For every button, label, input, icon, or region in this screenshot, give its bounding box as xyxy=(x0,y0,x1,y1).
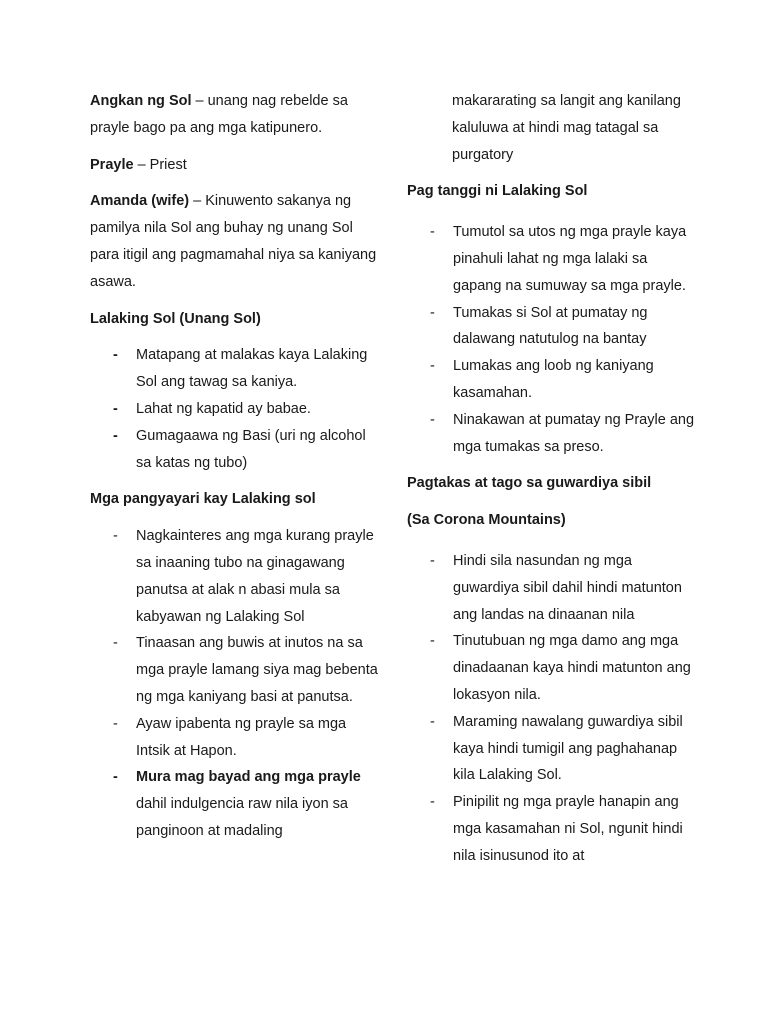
right-column xyxy=(407,88,697,880)
heading-lalaking-sol: Lalaking Sol (Unang Sol) xyxy=(90,310,261,327)
continued-text: makararating sa langit ang kanilang kaluluwa at hindi mag tatagal sa purgatory xyxy=(452,93,681,163)
list-lalaking-sol xyxy=(90,342,382,476)
list-item-text: Lahat ng kapatid ay babae. xyxy=(136,400,311,417)
list-item xyxy=(90,342,382,396)
list-item-text: Hindi sila nasundan ng mga guwardiya sibil dahil hindi matunton ang landas na dinaanan nila xyxy=(453,552,682,623)
bullet-dash: - xyxy=(113,528,118,545)
list-item-text: Tumutol sa utos ng mga prayle kaya pinahuli lahat ng mga lalaki sa gapang na sumuway sa mga prayle. xyxy=(453,224,687,294)
list-item xyxy=(90,523,382,630)
list-item xyxy=(407,300,697,354)
list-item xyxy=(407,709,697,789)
list-item-text: Pinipilit ng mga prayle hanapin ang mga kasamahan ni Sol, ngunit hindi nila isinusunod ito at xyxy=(453,794,683,864)
list-item-bold-text: Mura mag bayad ang mga prayle xyxy=(136,769,361,786)
bullet-dash: - xyxy=(430,633,435,650)
bullet-dash: - xyxy=(430,224,435,241)
list-item-text: Tinutubuan ng mga damo ang mga dinadaanan kaya hindi matunton ang lokasyon nila. xyxy=(453,633,691,703)
heading-pag-tanggi: Pag tanggi ni Lalaking Sol xyxy=(407,183,588,200)
definition-amanda-text: – Kinuwento sakanya ng pamilya nila Sol ang buhay ng unang Sol para itigil ang pagmamahal niya sa kaniyang asawa. xyxy=(90,193,377,290)
list-item xyxy=(90,423,382,477)
list-item-text: Matapang at malakas kaya Lalaking Sol ang tawag sa kaniya. xyxy=(136,347,368,391)
bullet-dash: - xyxy=(430,794,435,811)
bullet-dash: - xyxy=(113,635,118,652)
list-item xyxy=(90,764,382,844)
list-mga-pangyayari xyxy=(90,523,382,845)
term-amanda: Amanda (wife) xyxy=(90,193,190,210)
list-pag-tanggi xyxy=(407,219,697,460)
list-item-text: Tumakas si Sol at pumatay ng dalawang natutulog na bantay xyxy=(453,304,648,348)
definition-prayle xyxy=(90,152,382,179)
bullet-dash: - xyxy=(113,427,118,444)
bullet-dash: - xyxy=(430,411,435,428)
list-item xyxy=(407,548,697,628)
list-item-text: Tinaasan ang buwis at inutos na sa mga prayle lamang siya mag bebenta ng mga kaniyang basi at panutsa. xyxy=(136,635,378,705)
list-pagtakas xyxy=(407,548,697,870)
list-item-text: Ayaw ipabenta ng prayle sa mga Intsik at Hapon. xyxy=(136,715,347,759)
bullet-dash: - xyxy=(113,769,118,786)
bullet-dash: - xyxy=(113,715,118,732)
list-item xyxy=(407,353,697,407)
list-item-text: Maraming nawalang guwardiya sibil kaya hindi tumigil ang paghahanap kila Lalaking Sol. xyxy=(453,713,683,784)
bullet-dash: - xyxy=(113,400,118,417)
list-item-text: Nagkainteres ang mga kurang prayle sa inaaning tubo na ginagawang panutsa at alak n abasi mula sa kabyawan ng Lalaking Sol xyxy=(136,528,374,625)
left-column xyxy=(90,88,382,855)
bullet-dash: - xyxy=(430,713,435,730)
bullet-dash: - xyxy=(430,358,435,375)
list-item xyxy=(90,711,382,765)
list-item xyxy=(407,219,697,299)
term-angkan: Angkan ng Sol xyxy=(90,93,192,109)
definition-angkan-text: – unang nag rebelde sa prayle bago pa ang mga katipunero. xyxy=(90,93,348,136)
list-item xyxy=(407,789,697,869)
definition-prayle-text: – Priest xyxy=(133,156,187,173)
list-item-text: Lumakas ang loob ng kaniyang kasamahan. xyxy=(453,358,654,401)
list-item-text: dahil indulgencia raw nila iyon sa panginoon at madaling xyxy=(136,796,348,839)
definition-angkan xyxy=(90,88,382,142)
list-item-text: Ninakawan at pumatay ng Prayle ang mga tumakas sa preso. xyxy=(453,411,695,455)
list-item xyxy=(407,628,697,708)
list-item xyxy=(90,396,382,423)
list-item xyxy=(90,630,382,710)
bullet-dash: - xyxy=(430,304,435,321)
heading-pagtakas: Pagtakas at tago sa guwardiya sibil xyxy=(407,475,652,492)
bullet-dash: - xyxy=(430,552,435,569)
definition-amanda xyxy=(90,188,382,295)
term-prayle: Prayle xyxy=(90,156,134,173)
bullet-dash: - xyxy=(113,347,118,364)
heading-corona-mountains: (Sa Corona Mountains) xyxy=(407,512,566,529)
list-item-text: Gumagaawa ng Basi (uri ng alcohol sa katas ng tubo) xyxy=(136,427,366,471)
list-item xyxy=(407,407,697,461)
heading-mga-pangyayari: Mga pangyayari kay Lalaking sol xyxy=(90,491,316,508)
